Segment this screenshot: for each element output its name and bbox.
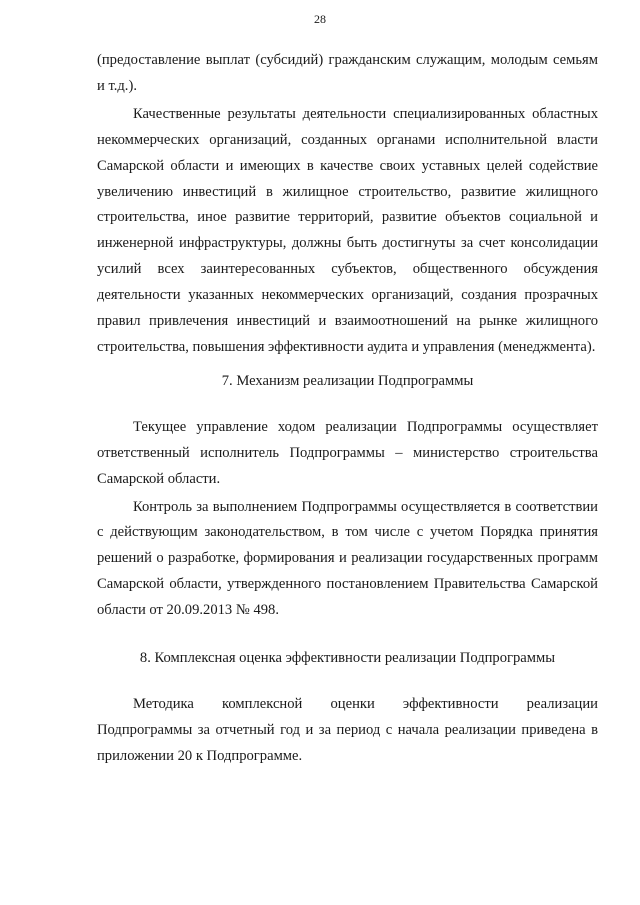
section-7-heading: 7. Механизм реализации Подпрограммы bbox=[221, 372, 474, 389]
continuation-paragraph: (предоставление выплат (субсидий) гражданским служащим, молодым семьям и т.д.). bbox=[97, 52, 598, 94]
section-7-paragraph-2: Контроль за выполнением Подпрограммы осуществляется в соответствии с действующим законодательством, в том числе с учетом Порядка принятия решений о разработке, формирования и реализации государственных программ Самарской области, утвержденного постановлением Правительства Самарской области от 20.09.2013 № 498. bbox=[97, 498, 598, 619]
section-8-heading: 8. Комплексная оценка эффективности реализации Подпрограммы bbox=[139, 650, 556, 667]
section-7-paragraph-1: Текущее управление ходом реализации Подпрограммы осуществляет ответственный исполнитель Подпрограммы – министерство строительства Самарской области. bbox=[97, 418, 598, 487]
page-number: 28 bbox=[314, 12, 326, 26]
section-8-paragraph-1: Методика комплексной оценки эффективности реализации Подпрограммы за отчетный год и за период с начала реализации приведена в приложении 20 к Подпрограмме. bbox=[97, 695, 598, 764]
document-body bbox=[97, 48, 598, 770]
results-paragraph: Качественные результаты деятельности специализированных областных некоммерческих организаций, созданных органами исполнительной власти Самарской области и имеющих в качестве своих уставных целей содействие увеличению инвестиций в жилищное строительство, развитие жилищного строительства, иное развитие территорий, развитие объектов социальной и инженерной инфраструктуры, должны быть достигнуты за счет консолидации усилий всех заинтересованных субъектов, общественного обсуждения деятельности указанных некоммерческих организаций, создания прозрачных правил привлечения инвестиций и взаимоотношений на рынке жилищного строительства, повышения эффективности аудита и управления (менеджмента). bbox=[97, 105, 598, 355]
